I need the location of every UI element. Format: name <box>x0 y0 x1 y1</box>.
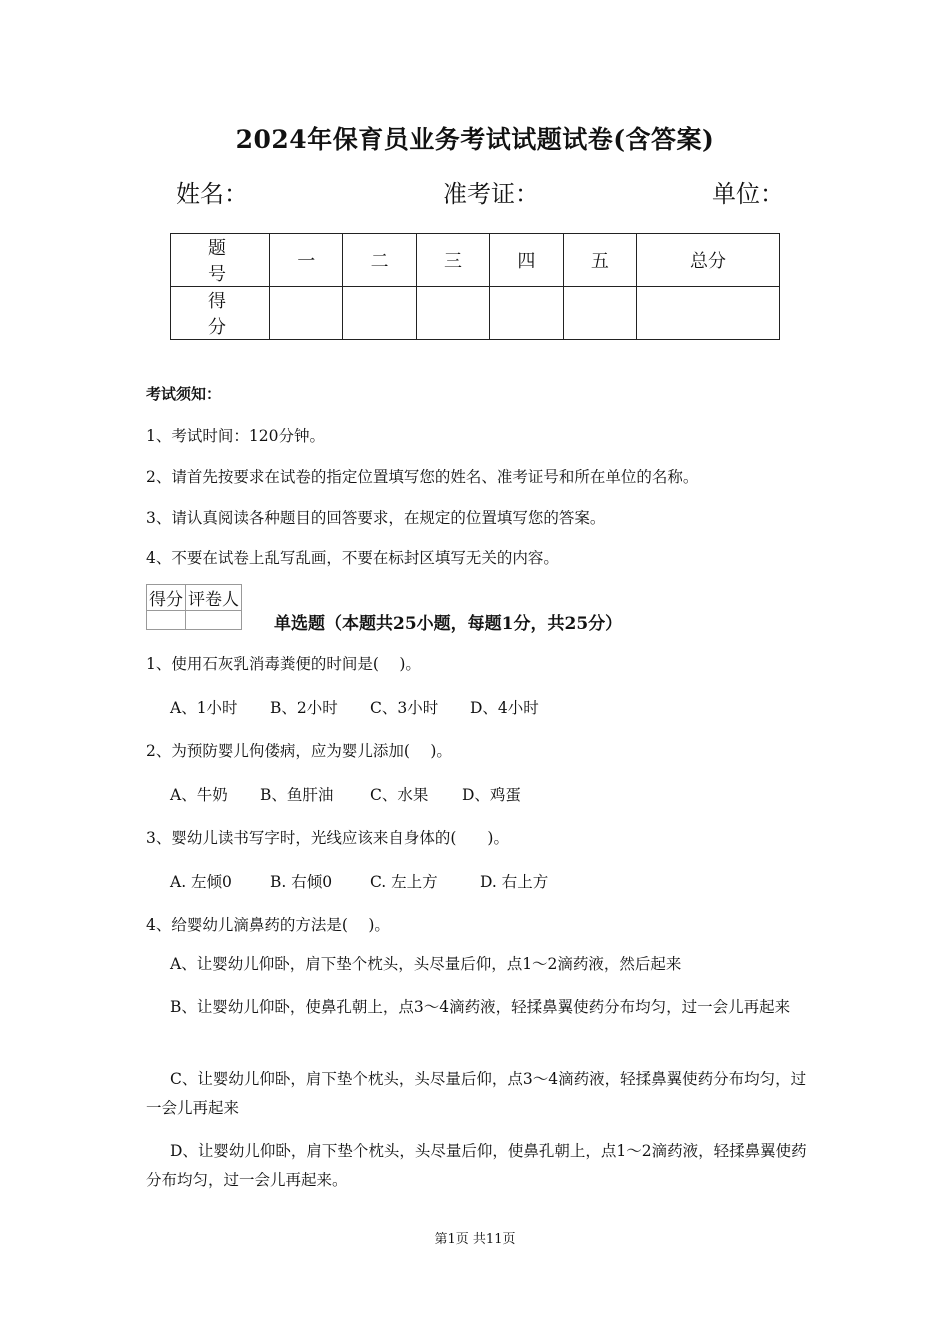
note-item: 3、请认真阅读各种题目的回答要求，在规定的位置填写您的答案。 <box>146 509 606 527</box>
score-cell[interactable] <box>270 287 343 340</box>
grader-reviewer-cell[interactable] <box>186 611 242 630</box>
score-cell[interactable] <box>343 287 416 340</box>
score-table-header-cell: 题 号 <box>171 234 270 287</box>
name-label: 姓名： <box>176 180 248 208</box>
option[interactable]: B. 右倾0 <box>270 873 333 891</box>
note-item: 2、请首先按要求在试卷的指定位置填写您的姓名、准考证号和所在单位的名称。 <box>146 468 699 486</box>
question-stem: 4、给婴幼儿滴鼻药的方法是( )。 <box>146 916 390 934</box>
note-item: 1、考试时间：120分钟。 <box>146 427 325 445</box>
score-table-header-cell: 二 <box>343 234 416 287</box>
section-title: 单选题（本题共25小题，每题1分，共25分） <box>274 614 623 634</box>
option[interactable]: B、鱼肝油 <box>260 786 334 804</box>
score-table-header-cell: 四 <box>490 234 563 287</box>
long-option[interactable]: B、让婴幼儿仰卧，使鼻孔朝上，点3～4滴药液，轻揉鼻翼使药分布均匀，过一会儿再起来 <box>170 998 791 1016</box>
score-table-score-row <box>171 287 780 340</box>
page-footer: 第1页 共11页 <box>434 1232 516 1247</box>
question-stem: 1、使用石灰乳消毒粪便的时间是( )。 <box>146 655 421 673</box>
option[interactable]: D、鸡蛋 <box>462 786 521 804</box>
option[interactable]: B、2小时 <box>270 699 338 717</box>
question-stem: 3、婴幼儿读书写字时，光线应该来自身体的( )。 <box>146 829 509 847</box>
grader-score-label: 得分 <box>147 585 186 611</box>
question-options <box>170 696 539 718</box>
long-option[interactable]: C、让婴幼儿仰卧，肩下垫个枕头，头尽量后仰，点3～4滴药液，轻揉鼻翼使药分布均匀，过一会儿再起来 <box>146 1070 807 1117</box>
score-table-header-cell: 一 <box>270 234 343 287</box>
score-table-header-cell: 总分 <box>637 234 780 287</box>
long-option[interactable]: D、让婴幼儿仰卧，肩下垫个枕头，头尽量后仰，使鼻孔朝上，点1～2滴药液，轻揉鼻翼使药分布均匀，过一会儿再起来。 <box>146 1142 807 1189</box>
score-row-label: 得 分 <box>171 287 270 340</box>
score-cell[interactable] <box>563 287 636 340</box>
long-option[interactable]: A、让婴幼儿仰卧，肩下垫个枕头，头尽量后仰，点1～2滴药液，然后起来 <box>170 955 682 973</box>
option[interactable]: C、3小时 <box>370 699 439 717</box>
score-table-header-cell: 三 <box>416 234 489 287</box>
unit-label: 单位： <box>712 180 784 208</box>
option[interactable]: D. 右上方 <box>480 873 549 891</box>
option[interactable]: C. 左上方 <box>370 873 438 891</box>
exam-title: 2024年保育员业务考试试题试卷(含答案) <box>235 125 715 154</box>
score-table <box>170 233 780 340</box>
question-options <box>170 870 548 892</box>
grader-score-cell[interactable] <box>147 611 186 630</box>
option[interactable]: C、水果 <box>370 786 429 804</box>
score-table-header-row <box>171 234 780 287</box>
score-cell[interactable] <box>416 287 489 340</box>
notes-heading: 考试须知： <box>146 385 222 403</box>
score-cell[interactable] <box>490 287 563 340</box>
option[interactable]: A、1小时 <box>170 699 238 717</box>
grader-reviewer-label: 评卷人 <box>186 585 242 611</box>
note-item: 4、不要在试卷上乱写乱画，不要在标封区填写无关的内容。 <box>146 549 559 567</box>
exam-number-label: 准考证： <box>443 180 539 208</box>
grader-table <box>146 584 242 630</box>
score-cell[interactable] <box>637 287 780 340</box>
option[interactable]: D、4小时 <box>470 699 539 717</box>
question-options <box>170 783 521 805</box>
score-table-header-cell: 五 <box>563 234 636 287</box>
question-stem: 2、为预防婴儿佝偻病，应为婴儿添加( )。 <box>146 742 452 760</box>
option[interactable]: A、牛奶 <box>170 786 228 804</box>
option[interactable]: A. 左倾0 <box>170 873 232 891</box>
